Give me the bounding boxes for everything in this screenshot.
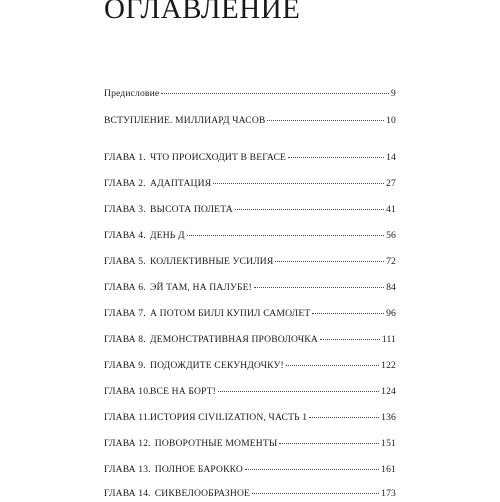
toc-entry-page: 136 [381, 412, 396, 423]
toc-entry-title: ПОВОРОТНЫЕ МОМЕНТЫ [154, 438, 278, 449]
toc-entry-title: А ПОТОМ БИЛЛ КУПИЛ САМОЛЕТ [150, 308, 311, 319]
dot-leader [218, 391, 379, 392]
toc-entry-chapter-10 [104, 384, 396, 400]
dot-leader [213, 183, 384, 184]
toc-chapter-number: ГЛАВА 13. [104, 464, 151, 475]
toc-entry-page: 10 [386, 115, 396, 126]
toc-entry-title: ВЫСОТА ПОЛЕТА [150, 204, 233, 215]
dot-leader [245, 469, 379, 470]
toc-entry-front-2 [104, 113, 396, 129]
dot-leader [312, 313, 384, 314]
toc-entry-title: АДАПТАЦИЯ [150, 178, 212, 189]
toc-entry-title: ЧТО ПРОИСХОДИТ В ВЕГАСЕ [150, 152, 287, 163]
toc-entry-title: КОЛЛЕКТИВНЫЕ УСИЛИЯ [150, 256, 274, 267]
toc-entry-title: ДЕНЬ Д [150, 230, 185, 241]
toc-chapter-number: ГЛАВА 12. [104, 438, 151, 449]
toc-entry-title: ИСТОРИЯ CIVILIZATION, ЧАСТЬ 1 [150, 412, 308, 423]
toc-entry-title: ЭЙ ТАМ, НА ПАЛУБЕ! [150, 282, 252, 293]
toc-entry-title: СИКВЕЛООБРАЗНОЕ [154, 488, 251, 499]
toc-entry-chapter-12 [104, 436, 396, 452]
toc-chapter-number: ГЛАВА 5. [104, 256, 146, 267]
toc-entry-title: ВСТУПЛЕНИЕ. МИЛЛИАРД ЧАСОВ [104, 115, 266, 126]
dot-leader [254, 287, 384, 288]
dot-leader [309, 417, 379, 418]
dot-leader [288, 157, 384, 158]
toc-entry-chapter-1 [104, 150, 396, 166]
dot-leader [187, 235, 384, 236]
toc-entry-chapter-4 [104, 228, 396, 244]
toc-entry-page: 72 [386, 256, 396, 267]
dot-leader [286, 365, 379, 366]
toc-chapter-number: ГЛАВА 8. [104, 334, 146, 345]
toc-entry-chapter-11 [104, 410, 396, 426]
toc-chapter-number: ГЛАВА 4. [104, 230, 146, 241]
toc-entry-page: 96 [386, 308, 396, 319]
dot-leader [279, 443, 379, 444]
toc-entry-title: Предисловие [104, 88, 160, 99]
dot-leader [267, 120, 384, 121]
toc-entry-title: ДЕМОНСТРАТИВНАЯ ПРОВОЛОЧКА [150, 334, 318, 345]
dot-leader [161, 93, 389, 94]
toc-entry-page: 173 [381, 488, 396, 499]
toc-chapter-number: ГЛАВА 14. [104, 488, 151, 499]
toc-chapter-number: ГЛАВА 2. [104, 178, 146, 189]
toc-entry-page: 151 [381, 438, 396, 449]
toc-entry-page: 111 [381, 334, 396, 345]
dot-leader [235, 209, 384, 210]
toc-entry-chapter-5 [104, 254, 396, 270]
toc-entry-page: 27 [386, 178, 396, 189]
toc-entry-front-1 [104, 86, 396, 102]
toc-chapter-number: ГЛАВА 3. [104, 204, 146, 215]
toc-entry-page: 14 [386, 152, 396, 163]
toc-chapter-number: ГЛАВА 1. [104, 152, 146, 163]
toc-entry-title: ПОДОЖДИТЕ СЕКУНДОЧКУ! [150, 360, 284, 371]
toc-chapter-number: ГЛАВА 10. [104, 386, 151, 397]
toc-entry-chapter-8 [104, 332, 396, 348]
toc-entry-page: 9 [391, 88, 396, 99]
toc-chapter-number: ГЛАВА 9. [104, 360, 146, 371]
page-title: ОГЛАВЛЕНИЕ [104, 0, 301, 25]
dot-leader [252, 493, 379, 494]
toc-entry-chapter-7 [104, 306, 396, 322]
toc-entry-chapter-3 [104, 202, 396, 218]
dot-leader [320, 339, 380, 340]
toc-entry-page: 124 [381, 386, 396, 397]
toc-chapter-number: ГЛАВА 11. [104, 412, 151, 423]
dot-leader [275, 261, 384, 262]
toc-entry-title: ВСЕ НА БОРТ! [150, 386, 216, 397]
toc-entry-page: 122 [381, 360, 396, 371]
toc-chapter-number: ГЛАВА 7. [104, 308, 146, 319]
toc-entry-title: ПОЛНОЕ БАРОККО [154, 464, 244, 475]
toc-entry-chapter-9 [104, 358, 396, 374]
toc-entry-page: 161 [381, 464, 396, 475]
toc-entry-page: 84 [386, 282, 396, 293]
toc-entry-page: 41 [386, 204, 396, 215]
toc-chapter-number: ГЛАВА 6. [104, 282, 146, 293]
toc-entry-chapter-2 [104, 176, 396, 192]
toc-entry-page: 56 [386, 230, 396, 241]
toc-entry-chapter-13 [104, 462, 396, 478]
toc-entry-chapter-6 [104, 280, 396, 296]
